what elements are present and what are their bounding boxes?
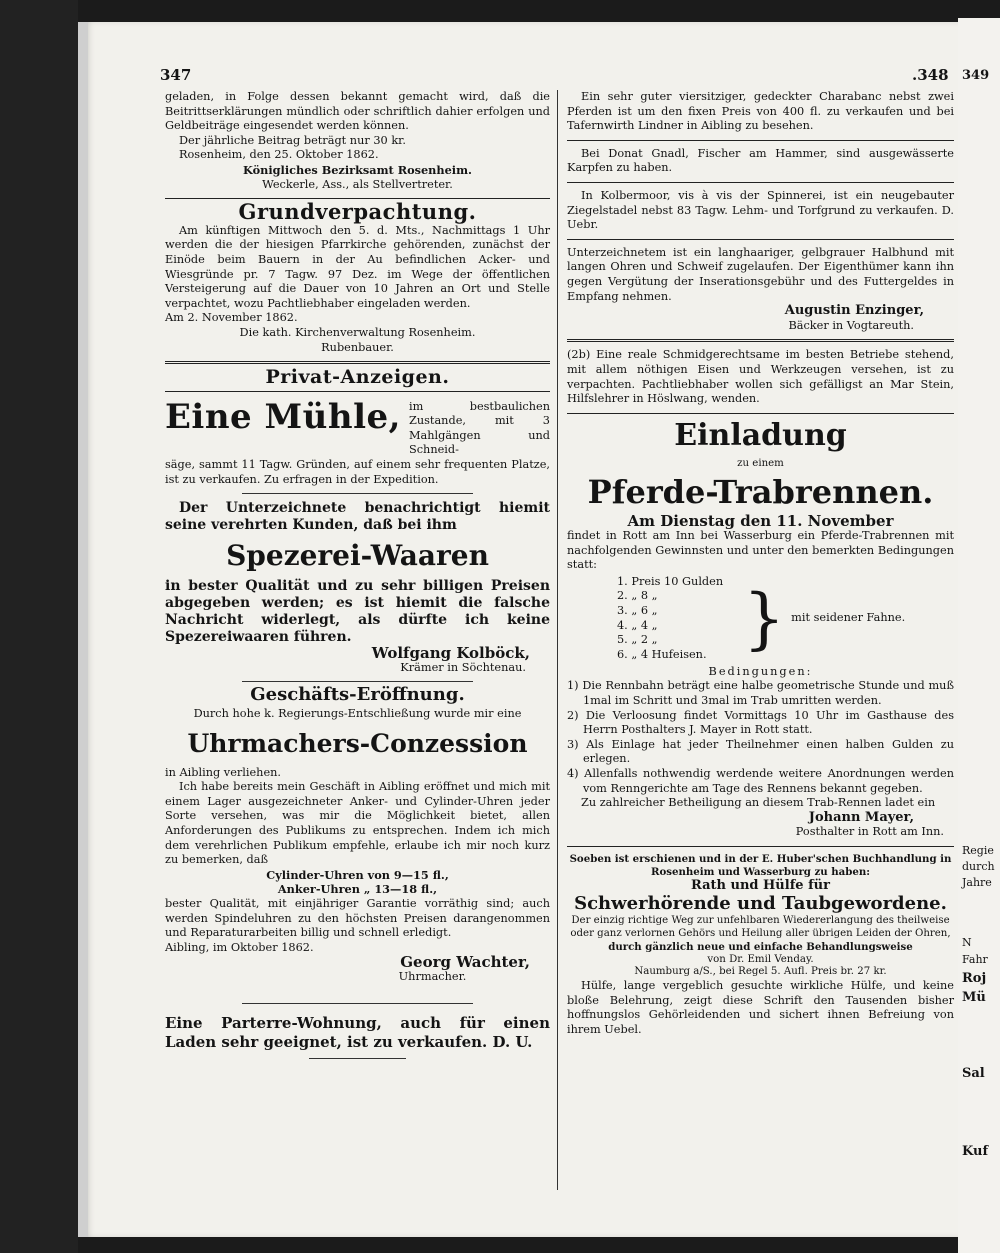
grund-date: Am 2. November 1862. <box>165 311 298 325</box>
muhle-ad <box>165 398 550 488</box>
buch-publisher: Naumburg a/S., bei Regel 5. Aufl. Preis br. 27 kr. <box>634 966 887 978</box>
geschaeft-price-cylinder: Cylinder-Uhren von 9—15 fl., <box>266 867 449 882</box>
separator <box>165 391 550 392</box>
prize-item: 2. „ 8 „ <box>617 589 658 603</box>
separator <box>567 846 954 847</box>
page-number-right: .348 <box>912 66 949 84</box>
separator <box>242 1003 473 1004</box>
next-page-fragment <box>958 18 1000 1253</box>
buch-author: von Dr. Emil Venday. <box>707 953 814 965</box>
separator <box>567 239 954 240</box>
condition-item: 2) Die Verloosung findet Vormittags 10 Uhr im Gasthause des Herrn Posthalters J. Mayer in Rott statt. <box>567 708 954 737</box>
muhle-text: säge, sammt 11 Tagw. Gründen, auf einem sehr frequenten Platze, ist zu verkaufen. Zu erfragen in der Expedition. <box>165 458 550 486</box>
grund-ad <box>165 199 550 355</box>
beitrag-text: geladen, in Folge dessen bekannt gemacht wird, daß die Beitrittserklärungen mündlich oder schriftlich dahier erfolgen und Geldbeiträge eingesendet werden können. <box>165 90 550 133</box>
einladung-closing: Zu zahlreicher Betheiligung an diesem Trab-Rennen ladet ein <box>581 796 936 810</box>
fragment-text: Fahr <box>962 953 988 966</box>
separator <box>567 140 954 141</box>
conditions-list <box>567 679 954 796</box>
einladung-text: findet in Rott am Inn bei Wasserburg ein Pferde-Trabrennen mit nachfolgenden Gewinnsten und unter den bemerkten Bedingungen statt: <box>567 529 954 572</box>
prize-item: 6. „ 4 Hufeisen. <box>617 647 707 661</box>
prize-item: 5. „ 2 „ <box>617 633 658 647</box>
einladung-date: Am Dienstag den 11. November <box>627 512 894 531</box>
buch-ad <box>567 853 954 1038</box>
halbhund-text: Unterzeichnetem ist ein langhaariger, gelbgrauer Halbhund mit langen Ohren und Schweif zugelaufen. Der Eigenthümer kann ihn gegen Vergütung der Inserationsgebühr und des Futtergeldes in Empfang nehmen. <box>567 245 954 303</box>
fragment-text: durch <box>962 860 995 873</box>
prize-item: 4. „ 4 „ <box>617 618 658 632</box>
einladung-subtitle: zu einem <box>737 457 784 469</box>
beitrag-signer: Weckerle, Ass., als Stellvertreter. <box>262 177 453 191</box>
prize-item: 1. Preis 10 Gulden <box>617 574 724 588</box>
spezerei-title: Spezerei-Waaren <box>226 539 489 573</box>
ziegel-ad: In Kolbermoor, vis à vis der Spinnerei, ist ein neugebauter Ziegelstadel nebst 83 Tagw. Lehm- und Torfgrund zu verkaufen. D. Uebr. <box>567 188 954 232</box>
einladung-title: Einladung <box>674 417 847 453</box>
brace-symbol: } <box>743 579 786 657</box>
fragment-text: Mü <box>962 990 986 1005</box>
prize-item: 3. „ 6 „ <box>617 604 658 618</box>
spezerei-intro: Der Unterzeichnete benachrichtigt hiemit seine verehrten Kunden, daß bei ihm <box>165 500 550 534</box>
grund-sign1: Die kath. Kirchenverwaltung Rosenheim. <box>239 325 476 339</box>
beitrag-date: Rosenheim, den 25. Oktober 1862. <box>179 148 379 162</box>
muhle-title: Eine Mühle, <box>165 396 401 437</box>
geschaeft-place: in Aibling verliehen. <box>165 765 282 779</box>
prize-list <box>617 575 954 663</box>
geschaeft-heading: Geschäfts-Eröffnung. <box>250 684 465 706</box>
left-column <box>165 90 550 1065</box>
charabanc-ad: Ein sehr guter viersitziger, gedeckter Charabanc nebst zwei Pferden ist um den fixen Preis von 400 fl. zu verkaufen und bei Tafernwirth Lindner in Aibling zu besehen. <box>567 90 954 133</box>
buch-title1: Rath und Hülfe für <box>691 877 830 893</box>
schmied-ad: (2b) Eine reale Schmidgerechtsame im besten Betriebe stehend, mit allem nöthigen Eisen und Werkzeugen versehen, ist zu verpachten. Pachtliebhaber wollen sich gefälligst an Mar Stein, Hilfslehrer in Höslwang, wenden. <box>567 348 954 406</box>
karpfen-ad: Bei Donat Gnadl, Fischer am Hammer, sind ausgewässerte Karpfen zu haben. <box>567 146 954 175</box>
grund-text: Am künftigen Mittwoch den 5. d. Mts., Nachmittags 1 Uhr werden die der hiesigen Pfarrkirche gehörenden, zunächst der Einöde beim Bauern in der Au befindlichen Acker- und Wiesgründe pr. 7 Tagw. 97 Dez. im Wege der öffentlichen Versteigerung auf die Dauer von 10 Jahren an Ort und Stelle verpachtet, wozu Pachtliebhaber eingeladen werden. <box>165 223 550 310</box>
privat-heading: Privat-Anzeigen. <box>265 366 450 389</box>
condition-item: 3) Als Einlage hat jeder Theilnehmer einen halben Gulden zu erlegen. <box>567 737 954 766</box>
spezerei-text: in bester Qualität und zu sehr billigen Preisen abgegeben werden; es ist hiemit die falsche Nachricht widerlegt, als dürfte ich keine Spezereiwaaren führen. <box>165 578 550 646</box>
geschaeft-intro: Durch hohe k. Regierungs-Entschließung wurde mir eine <box>193 707 522 721</box>
beitrag-notice <box>165 90 550 192</box>
prize-fahne: mit seidener Fahne. <box>791 610 906 624</box>
spezerei-ad <box>165 500 550 675</box>
spezerei-signer: Wolfgang Kolböck, <box>371 644 530 663</box>
geschaeft-text2: bester Qualität, mit einjähriger Garantie vorräthig sind; auch werden Spindeluhren zu den höchsten Preisen darangenommen und Reparaturarbeiten billig und schnell erledigt. <box>165 896 550 940</box>
halbhund-ad <box>567 246 954 334</box>
separator <box>242 681 473 682</box>
condition-item: 4) Allenfalls nothwendig werdende weitere Anordnungen werden vom Renngerichte am Tage des Rennens bekannt gegeben. <box>567 767 954 795</box>
condition-item: 1) Die Rennbahn beträgt eine halbe geometrische Stunde und muß 1mal im Schritt und 3mal im Trab umritten werden. <box>567 679 954 708</box>
buch-intro: Soeben ist erschienen und in der E. Huber'schen Buchhandlung in Rosenheim und Wasserburg zu haben: <box>569 852 952 878</box>
muhle-side-text: im bestbaulichen Zustande, mit 3 Mahlgängen und Schneid- <box>408 399 550 457</box>
fragment-text: Kuf <box>962 1144 989 1159</box>
beitrag-annual: Der jährliche Beitrag beträgt nur 30 kr. <box>179 133 406 147</box>
buch-subtitle2: durch gänzlich neue und einfache Behandlungsweise <box>608 940 913 953</box>
scan-background-left <box>0 0 78 1253</box>
fragment-text: Jahre <box>962 876 992 889</box>
einladung-role: Posthalter in Rott am Inn. <box>795 825 944 839</box>
beitrag-office: Königliches Bezirksamt Rosenheim. <box>243 162 472 177</box>
fragment-text: Regie <box>962 844 994 857</box>
buch-title2: Schwerhörende und Taubgewordene. <box>574 893 947 915</box>
fragment-text: 349 <box>962 68 990 83</box>
halbhund-signer: Augustin Enzinger, <box>784 303 924 319</box>
column-divider <box>557 90 558 1190</box>
geschaeft-price-anker: Anker-Uhren „ 13—18 fl., <box>277 882 438 897</box>
buch-text: Hülfe, lange vergeblich gesuchte wirkliche Hülfe, und keine bloße Belehrung, zeigt diese Schrift den Tausenden bisher hoffnungslos Gehörleidenden und sichert ihnen Befreiung von ihrem Uebel. <box>567 979 954 1036</box>
fragment-text: N <box>962 936 972 949</box>
spezerei-role: Krämer in Söchtenau. <box>400 660 526 674</box>
geschaeft-title: Uhrmachers-Conzession <box>187 728 528 758</box>
separator <box>309 1058 405 1059</box>
halbhund-role: Bäcker in Vogtareuth. <box>788 318 914 332</box>
geschaeft-text: Ich habe bereits mein Geschäft in Aibling eröffnet und mich mit einem Lager ausgezeichneter Anker- und Cylinder-Uhren jeder Sorte versehen, was mir die Möglichkeit bietet, allen Anforderungen des Publikums zu entsprechen. Indem ich mich dem verehrlichen Publikum empfehle, erlaube ich mir noch kurz zu bemerken, daß <box>165 780 550 867</box>
page-binding-edge <box>78 22 88 1237</box>
right-column <box>567 90 954 1038</box>
geschaeft-role: Uhrmacher. <box>398 969 467 983</box>
geschaeft-date: Aibling, im Oktober 1862. <box>165 940 314 954</box>
geschaeft-ad <box>165 684 550 984</box>
fragment-text: Sal <box>962 1066 985 1081</box>
separator <box>242 493 473 494</box>
conditions-heading: Bedingungen: <box>708 664 813 678</box>
fragment-text: Roj <box>962 971 987 986</box>
section-separator <box>165 361 550 364</box>
geschaeft-signer: Georg Wachter, <box>400 953 530 972</box>
buch-subtitle: Der einzig richtige Weg zur unfehlbaren Wiedererlangung des theilweise oder ganz verlornen Gehörs und Heilung aller übrigen Leiden der Ohren, <box>570 915 951 939</box>
separator <box>567 413 954 414</box>
separator <box>567 182 954 183</box>
einladung-ad <box>567 417 954 840</box>
trabrennen-title: Pferde-Trabrennen. <box>587 473 934 512</box>
parterre-ad: Eine Parterre-Wohnung, auch für einen Laden sehr geeignet, ist zu verkaufen. D. U. <box>165 1013 550 1051</box>
einladung-signer: Johann Mayer, <box>808 809 914 825</box>
page-number-left: 347 <box>160 66 192 84</box>
section-separator <box>567 339 954 342</box>
grund-heading: Grundverpachtung. <box>238 199 477 225</box>
grund-sign2: Rubenbauer. <box>321 340 394 354</box>
